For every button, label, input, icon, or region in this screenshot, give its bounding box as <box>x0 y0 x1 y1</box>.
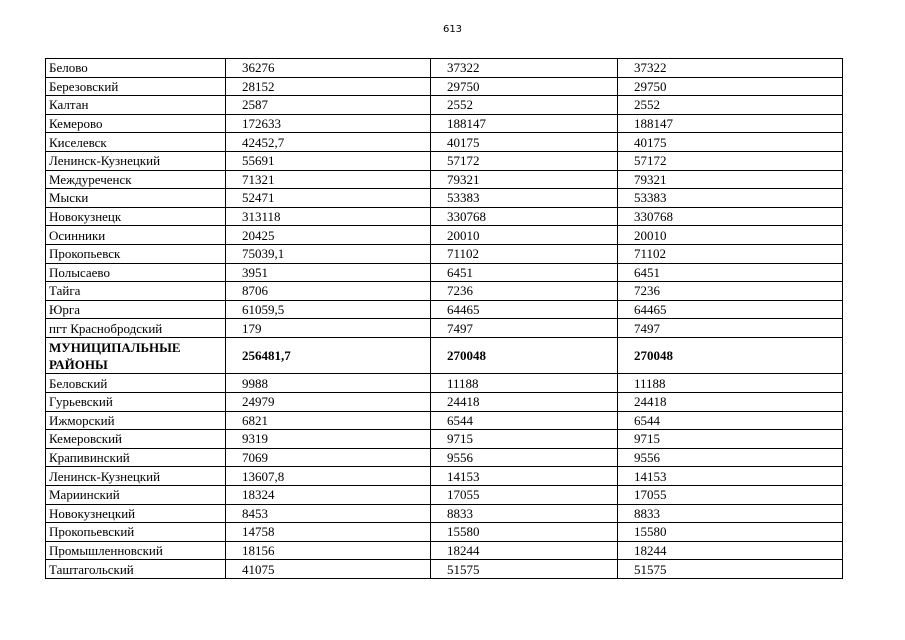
value-3-cell: 2552 <box>618 96 843 115</box>
value-3-cell: 9556 <box>618 448 843 467</box>
municipality-name-cell: Белово <box>46 59 226 78</box>
table-row <box>46 467 843 486</box>
municipality-name-cell: Беловский <box>46 374 226 393</box>
municipality-name-cell: Ленинск-Кузнецкий <box>46 467 226 486</box>
municipality-name-cell: Междуреченск <box>46 170 226 189</box>
value-1-cell: 3951 <box>226 263 431 282</box>
municipality-name-cell: Осинники <box>46 226 226 245</box>
municipality-name-cell: Прокопьевск <box>46 244 226 263</box>
value-2-cell: 17055 <box>431 485 618 504</box>
value-3-cell: 14153 <box>618 467 843 486</box>
value-3-cell: 51575 <box>618 560 843 579</box>
value-2-cell: 9556 <box>431 448 618 467</box>
page-number: 613 <box>442 24 463 35</box>
value-3-cell: 9715 <box>618 430 843 449</box>
value-3-cell: 18244 <box>618 541 843 560</box>
value-1-cell: 14758 <box>226 523 431 542</box>
value-3-cell: 7236 <box>618 282 843 301</box>
municipality-name-cell: Киселевск <box>46 133 226 152</box>
table-row <box>46 59 843 78</box>
municipality-name-cell: МУНИЦИПАЛЬНЫЕ РАЙОНЫ <box>46 337 226 374</box>
value-1-cell: 28152 <box>226 77 431 96</box>
value-3-cell: 29750 <box>618 77 843 96</box>
value-3-cell: 53383 <box>618 189 843 208</box>
value-3-cell: 24418 <box>618 393 843 412</box>
municipality-name-cell: Калтан <box>46 96 226 115</box>
value-1-cell: 8706 <box>226 282 431 301</box>
value-3-cell: 188147 <box>618 114 843 133</box>
value-2-cell: 8833 <box>431 504 618 523</box>
value-1-cell: 42452,7 <box>226 133 431 152</box>
value-2-cell: 18244 <box>431 541 618 560</box>
value-1-cell: 55691 <box>226 151 431 170</box>
municipality-name-cell: Ленинск-Кузнецкий <box>46 151 226 170</box>
table-row <box>46 319 843 338</box>
value-2-cell: 71102 <box>431 244 618 263</box>
value-2-cell: 15580 <box>431 523 618 542</box>
table-row <box>46 523 843 542</box>
value-1-cell: 18324 <box>226 485 431 504</box>
municipality-name-cell: Мыски <box>46 189 226 208</box>
value-3-cell: 6544 <box>618 411 843 430</box>
table-row <box>46 226 843 245</box>
table-row <box>46 189 843 208</box>
value-3-cell: 330768 <box>618 207 843 226</box>
value-1-cell: 36276 <box>226 59 431 78</box>
value-2-cell: 51575 <box>431 560 618 579</box>
section-row <box>46 337 843 374</box>
value-1-cell: 6821 <box>226 411 431 430</box>
value-3-cell: 20010 <box>618 226 843 245</box>
table-row <box>46 77 843 96</box>
value-2-cell: 6451 <box>431 263 618 282</box>
value-1-cell: 20425 <box>226 226 431 245</box>
value-2-cell: 20010 <box>431 226 618 245</box>
value-1-cell: 9988 <box>226 374 431 393</box>
value-3-cell: 11188 <box>618 374 843 393</box>
municipality-name-cell: Мариинский <box>46 485 226 504</box>
table-row <box>46 263 843 282</box>
table-row <box>46 170 843 189</box>
value-3-cell: 270048 <box>618 337 843 374</box>
table-row <box>46 560 843 579</box>
value-2-cell: 270048 <box>431 337 618 374</box>
value-3-cell: 57172 <box>618 151 843 170</box>
municipality-name-cell: Новокузнецк <box>46 207 226 226</box>
municipality-name-cell: Прокопьевский <box>46 523 226 542</box>
table-row <box>46 485 843 504</box>
table-row <box>46 430 843 449</box>
value-2-cell: 7497 <box>431 319 618 338</box>
municipality-name-cell: Кемеровский <box>46 430 226 449</box>
value-3-cell: 15580 <box>618 523 843 542</box>
table-body <box>46 59 843 579</box>
value-1-cell: 179 <box>226 319 431 338</box>
table-row <box>46 114 843 133</box>
table-row <box>46 504 843 523</box>
value-2-cell: 188147 <box>431 114 618 133</box>
value-3-cell: 6451 <box>618 263 843 282</box>
table-row <box>46 96 843 115</box>
value-1-cell: 61059,5 <box>226 300 431 319</box>
value-1-cell: 13607,8 <box>226 467 431 486</box>
value-1-cell: 52471 <box>226 189 431 208</box>
municipality-name-cell: пгт Краснобродский <box>46 319 226 338</box>
table-row <box>46 374 843 393</box>
municipality-name-cell: Новокузнецкий <box>46 504 226 523</box>
value-1-cell: 18156 <box>226 541 431 560</box>
value-2-cell: 53383 <box>431 189 618 208</box>
table-row <box>46 151 843 170</box>
value-2-cell: 6544 <box>431 411 618 430</box>
value-1-cell: 41075 <box>226 560 431 579</box>
value-3-cell: 17055 <box>618 485 843 504</box>
table-row <box>46 300 843 319</box>
value-2-cell: 7236 <box>431 282 618 301</box>
value-2-cell: 11188 <box>431 374 618 393</box>
municipality-name-cell: Кемерово <box>46 114 226 133</box>
data-table <box>45 58 843 579</box>
municipality-name-cell: Березовский <box>46 77 226 96</box>
value-1-cell: 71321 <box>226 170 431 189</box>
table-row <box>46 448 843 467</box>
value-1-cell: 7069 <box>226 448 431 467</box>
municipality-name-cell: Таштагольский <box>46 560 226 579</box>
value-3-cell: 37322 <box>618 59 843 78</box>
value-1-cell: 256481,7 <box>226 337 431 374</box>
value-2-cell: 24418 <box>431 393 618 412</box>
value-1-cell: 313118 <box>226 207 431 226</box>
value-3-cell: 40175 <box>618 133 843 152</box>
municipality-name-cell: Промышленновский <box>46 541 226 560</box>
table-row <box>46 541 843 560</box>
value-3-cell: 64465 <box>618 300 843 319</box>
value-1-cell: 75039,1 <box>226 244 431 263</box>
table-row <box>46 133 843 152</box>
table-row <box>46 244 843 263</box>
value-3-cell: 8833 <box>618 504 843 523</box>
value-2-cell: 57172 <box>431 151 618 170</box>
municipality-name-cell: Гурьевский <box>46 393 226 412</box>
value-2-cell: 64465 <box>431 300 618 319</box>
table-row <box>46 411 843 430</box>
value-1-cell: 8453 <box>226 504 431 523</box>
municipality-name-cell: Юрга <box>46 300 226 319</box>
value-2-cell: 14153 <box>431 467 618 486</box>
municipality-name-cell: Ижморский <box>46 411 226 430</box>
value-3-cell: 79321 <box>618 170 843 189</box>
value-1-cell: 172633 <box>226 114 431 133</box>
value-1-cell: 9319 <box>226 430 431 449</box>
value-3-cell: 7497 <box>618 319 843 338</box>
value-2-cell: 330768 <box>431 207 618 226</box>
municipality-name-cell: Крапивинский <box>46 448 226 467</box>
municipality-name-cell: Полысаево <box>46 263 226 282</box>
value-3-cell: 71102 <box>618 244 843 263</box>
table-row <box>46 393 843 412</box>
value-2-cell: 37322 <box>431 59 618 78</box>
value-2-cell: 2552 <box>431 96 618 115</box>
value-2-cell: 9715 <box>431 430 618 449</box>
value-2-cell: 79321 <box>431 170 618 189</box>
table-row <box>46 207 843 226</box>
table-row <box>46 282 843 301</box>
value-2-cell: 40175 <box>431 133 618 152</box>
municipality-name-cell: Тайга <box>46 282 226 301</box>
value-1-cell: 2587 <box>226 96 431 115</box>
value-1-cell: 24979 <box>226 393 431 412</box>
value-2-cell: 29750 <box>431 77 618 96</box>
